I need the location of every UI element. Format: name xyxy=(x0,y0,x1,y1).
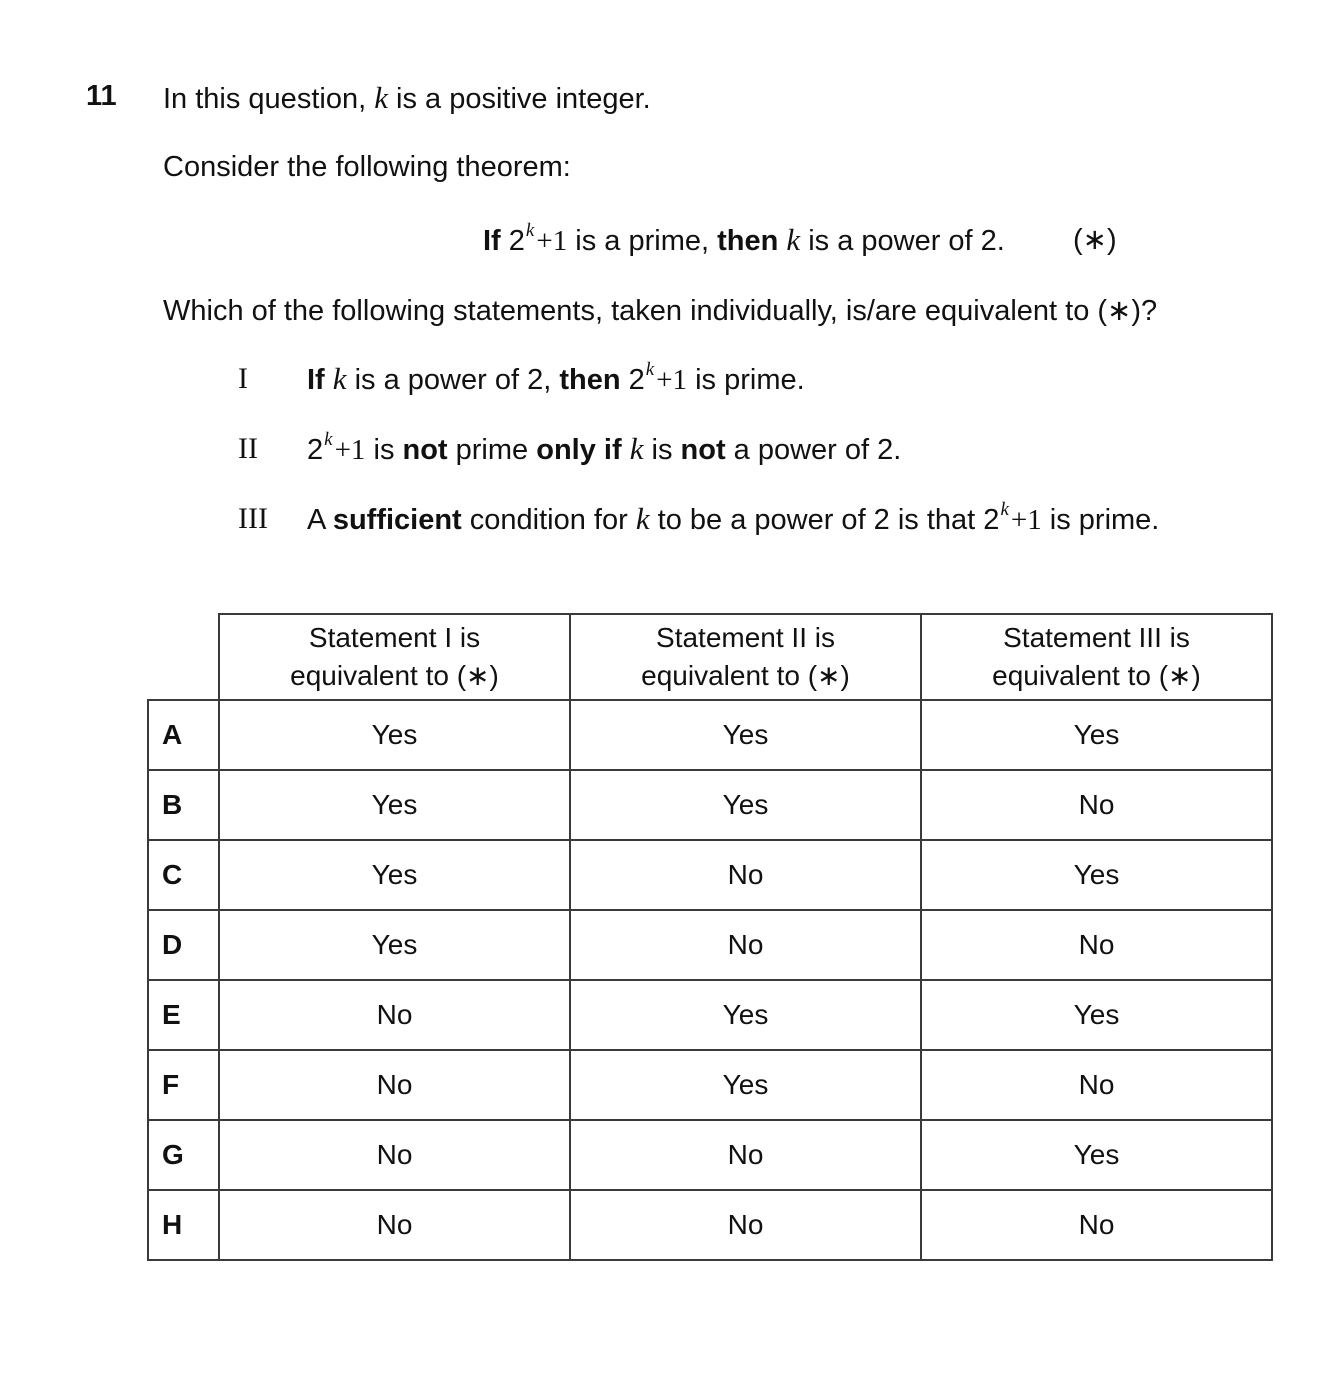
statement-ii-var-k: k xyxy=(629,431,644,466)
theorem-if: If xyxy=(483,225,501,257)
statement-iii-base: 2 xyxy=(983,504,1000,536)
statement-ii-is: is xyxy=(365,434,403,466)
table-cell: Yes xyxy=(219,840,570,910)
statement-i-numeral: I xyxy=(238,362,248,395)
table-row xyxy=(148,1120,1272,1190)
option-label: C xyxy=(148,840,219,910)
table-cell: Yes xyxy=(921,980,1272,1050)
header-line1: Statement I is xyxy=(308,622,481,653)
theorem-tail: is a power of 2. xyxy=(800,225,1005,257)
answer-table xyxy=(147,613,1273,1261)
theorem-mid: is a prime, xyxy=(567,225,718,257)
theorem-plus-one: +1 xyxy=(536,225,568,257)
table-cell: No xyxy=(921,1190,1272,1260)
table-cell: Yes xyxy=(570,1050,921,1120)
prompt-text: Which of the following statements, taken individually, is/are equivalent to (∗)? xyxy=(163,295,1158,327)
option-label: D xyxy=(148,910,219,980)
header-line1: Statement III is xyxy=(1003,622,1190,653)
statement-i-var-k: k xyxy=(332,361,347,396)
statement-i-part1: is a power of 2, xyxy=(346,364,560,396)
header-line2: equivalent to (∗) xyxy=(290,660,499,691)
statement-i-tail: is prime. xyxy=(687,364,805,396)
theorem-var-k: k xyxy=(786,222,801,257)
option-label: G xyxy=(148,1120,219,1190)
statement-ii-not1: not xyxy=(402,434,448,466)
table-cell: No xyxy=(570,1190,921,1260)
table-cell: No xyxy=(921,910,1272,980)
statement-i-then: then xyxy=(559,364,621,396)
table-row xyxy=(148,1190,1272,1260)
option-label: A xyxy=(148,700,219,770)
header-line2: equivalent to (∗) xyxy=(641,660,850,691)
table-cell: Yes xyxy=(219,770,570,840)
table-row xyxy=(148,1050,1272,1120)
statement-ii-prime: prime xyxy=(447,434,537,466)
table-cell: No xyxy=(219,980,570,1050)
statement-iii-exp: k xyxy=(1000,499,1009,520)
statement-i-base: 2 xyxy=(628,364,645,396)
statement-iii-tail: is prime. xyxy=(1041,504,1160,536)
table-cell: No xyxy=(219,1120,570,1190)
table-cell: Yes xyxy=(570,770,921,840)
statement-ii xyxy=(307,431,901,472)
statement-iii xyxy=(307,501,1159,542)
statement-iii-numeral: III xyxy=(238,502,268,535)
intro-suffix: is a positive integer. xyxy=(387,83,651,115)
table-cell: No xyxy=(570,910,921,980)
table-cell: Yes xyxy=(570,700,921,770)
statement-iii-mid: condition for xyxy=(461,504,636,536)
header-line2: equivalent to (∗) xyxy=(992,660,1201,691)
table-cell: No xyxy=(921,770,1272,840)
theorem-then: then xyxy=(717,225,779,257)
statement-ii-is2: is xyxy=(643,434,681,466)
consider-text: Consider the following theorem: xyxy=(163,151,571,183)
theorem xyxy=(483,222,1005,263)
intro-prefix: In this question, xyxy=(163,83,375,115)
statement-iii-var-k: k xyxy=(635,501,650,536)
statement-ii-tail: a power of 2. xyxy=(725,434,902,466)
table-cell: No xyxy=(570,1120,921,1190)
column-header-statement-iii xyxy=(921,614,1272,700)
option-label: H xyxy=(148,1190,219,1260)
table-cell: No xyxy=(219,1190,570,1260)
statement-ii-base: 2 xyxy=(307,434,324,466)
theorem-exp: k xyxy=(525,220,535,241)
table-row xyxy=(148,840,1272,910)
table-cell: Yes xyxy=(219,910,570,980)
table-cell: Yes xyxy=(921,1120,1272,1190)
option-label: F xyxy=(148,1050,219,1120)
table-header-row xyxy=(148,614,1272,700)
var-k: k xyxy=(374,80,388,115)
statement-i-plus-one: +1 xyxy=(656,364,688,396)
statement-i-exp: k xyxy=(645,359,655,380)
table-cell: Yes xyxy=(921,840,1272,910)
theorem-label: (∗) xyxy=(1073,224,1117,256)
column-header-statement-i xyxy=(219,614,570,700)
statement-ii-numeral: II xyxy=(238,432,258,465)
table-cell: Yes xyxy=(921,700,1272,770)
table-cell: No xyxy=(921,1050,1272,1120)
statement-ii-only-if: only if xyxy=(536,434,622,466)
statement-i xyxy=(307,361,805,402)
question-intro xyxy=(163,80,651,117)
statement-ii-not2: not xyxy=(680,434,726,466)
statement-i-if: If xyxy=(307,364,325,396)
statement-iii-sufficient: sufficient xyxy=(332,504,462,536)
table-cell: Yes xyxy=(570,980,921,1050)
table-corner xyxy=(148,614,219,700)
table-cell: No xyxy=(219,1050,570,1120)
statement-iii-plus-one: +1 xyxy=(1010,504,1042,536)
option-label: B xyxy=(148,770,219,840)
statement-ii-plus-one: +1 xyxy=(334,434,366,466)
option-label: E xyxy=(148,980,219,1050)
theorem-base: 2 xyxy=(508,225,525,257)
table-row xyxy=(148,770,1272,840)
question-number: 11 xyxy=(86,80,117,112)
statement-iii-a: A xyxy=(307,504,333,536)
table-row xyxy=(148,700,1272,770)
column-header-statement-ii xyxy=(570,614,921,700)
table-cell: Yes xyxy=(219,700,570,770)
header-line1: Statement II is xyxy=(656,622,835,653)
table-row xyxy=(148,980,1272,1050)
table-cell: No xyxy=(570,840,921,910)
statement-iii-mid2: to be a power of 2 is that xyxy=(649,504,984,536)
statement-ii-exp: k xyxy=(324,429,333,450)
table-row xyxy=(148,910,1272,980)
